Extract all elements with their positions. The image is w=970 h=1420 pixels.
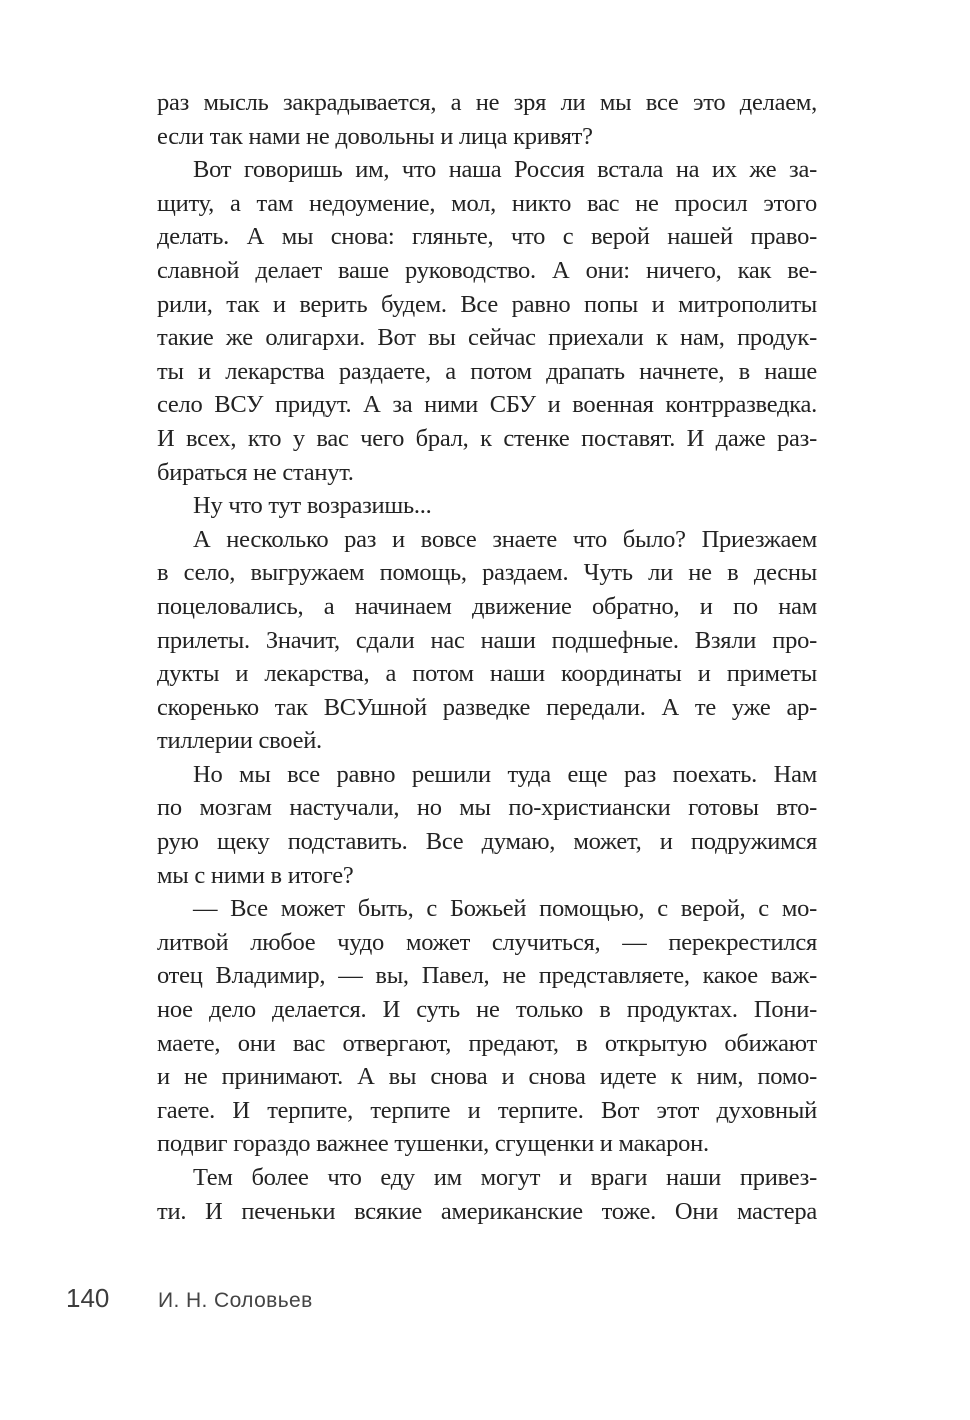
text-line: поцеловались, а начинаем движение обратно, и по нам xyxy=(157,592,817,620)
text-line: Но мы все равно решили туда еще раз поехать. Нам xyxy=(193,760,817,788)
text-line: делать. А мы снова: гляньте, что с верой нашей право- xyxy=(157,223,817,251)
running-footer-author: И. Н. Соловьев xyxy=(158,1289,313,1312)
text-line: прилеты. Значит, сдали нас наши подшефные. Взяли про- xyxy=(157,626,817,654)
text-line: в село, выгружаем помощь, раздаем. Чуть ли не в десны xyxy=(157,559,817,587)
text-line: отец Владимир, — вы, Павел, не представляете, какое важ- xyxy=(157,962,817,990)
text-line: литвой любое чудо может случиться, — перекрестился xyxy=(157,928,817,956)
text-line: бираться не станут. xyxy=(157,458,354,486)
text-line: ное дело делается. И суть не только в продуктах. Пони- xyxy=(157,996,817,1024)
text-line: Вот говоришь им, что наша Россия встала на их же за- xyxy=(193,156,817,184)
text-line: ти. И печеньки всякие американские тоже. Они мастера xyxy=(157,1197,817,1225)
text-line: щиту, а там недоумение, мол, никто вас не просил этого xyxy=(157,189,817,217)
text-line: — Все может быть, с Божьей помощью, с верой, с мо- xyxy=(193,895,817,923)
text-block xyxy=(157,86,817,1228)
text-line: Тем более что еду им могут и враги наши привез- xyxy=(193,1164,817,1191)
text-line: Ну что тут возразишь... xyxy=(193,492,432,520)
text-line: и не принимают. А вы снова и снова идете к ним, помо- xyxy=(157,1063,817,1091)
text-line: славной делает ваше руководство. А они: ничего, как ве- xyxy=(157,256,817,284)
text-line: ты и лекарства раздаете, а потом драпать начнете, в наше xyxy=(157,357,817,385)
text-line: такие же олигархи. Вот вы сейчас приехали к нам, продук- xyxy=(157,324,817,352)
text-line: скоренько так ВСУшной разведке передали. А те уже ар- xyxy=(157,693,817,721)
text-line: если так нами не довольны и лица кривят? xyxy=(157,122,593,150)
text-line: село ВСУ придут. А за ними СБУ и военная контрразведка. xyxy=(157,391,817,419)
text-line: раз мысль закрадывается, а не зря ли мы все это делаем, xyxy=(157,89,817,116)
text-line: дукты и лекарства, а потом наши координаты и приметы xyxy=(157,660,817,688)
text-line: рую щеку подставить. Все думаю, может, и подружимся xyxy=(157,828,817,856)
text-line: рили, так и верить будем. Все равно попы и митрополиты xyxy=(157,290,817,318)
text-line: И всех, кто у вас чего брал, к стенке поставят. И даже раз- xyxy=(157,424,817,452)
text-line: тиллерии своей. xyxy=(157,727,322,755)
text-line: гаете. И терпите, терпите и терпите. Вот этот духовный xyxy=(157,1096,817,1124)
text-line: А несколько раз и вовсе знаете что было? Приезжаем xyxy=(193,525,817,553)
text-line: подвиг гораздо важнее тушенки, сгущенки и макарон. xyxy=(157,1130,709,1158)
text-line: по мозгам настучали, но мы по-христиански готовы вто- xyxy=(157,794,817,822)
text-line: мы с ними в итоге? xyxy=(157,861,354,889)
page-number: 140 xyxy=(66,1283,110,1313)
text-line: маете, они вас отвергают, предают, в открытую обижают xyxy=(157,1029,817,1057)
